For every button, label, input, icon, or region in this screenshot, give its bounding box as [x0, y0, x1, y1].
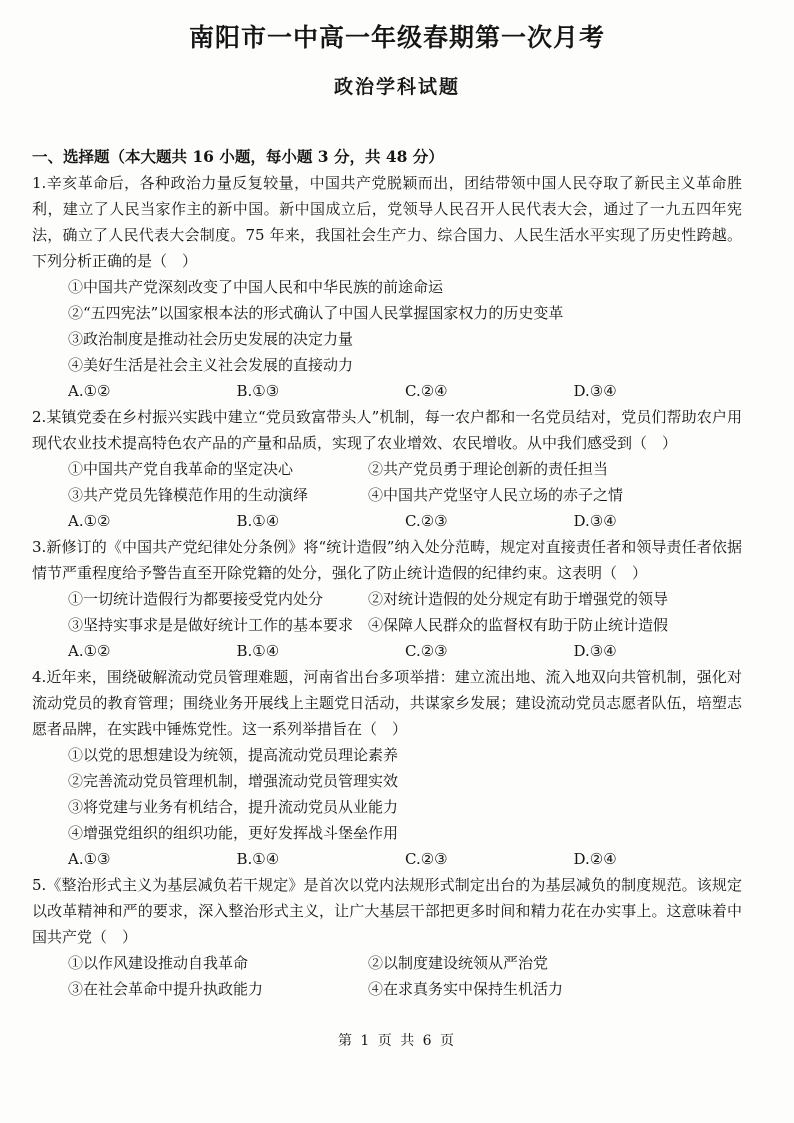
answer-c: C.②③: [405, 512, 448, 530]
option-4: ④增强党组织的组织功能，更好发挥战斗堡垒作用: [68, 824, 399, 842]
question-stem: 5.《整治形式主义为基层减负若干规定》是首次以党内法规形式制定出台的为基层减负的制度规范。该规定以改革精神和严的要求，深入整治形式主义，让广大基层干部把更多时间和精力花在办实事上。这意味着中国共产党（ ）: [32, 876, 742, 946]
option-row: [32, 950, 742, 976]
option-row: [32, 482, 742, 508]
answer-choices: [32, 378, 742, 404]
answer-c: C.②③: [405, 642, 448, 660]
exam-subtitle: 政治学科试题: [333, 76, 460, 98]
question-stem: 3.新修订的《中国共产党纪律处分条例》将“统计造假”纳入处分范畴，规定对直接责任者和领导责任者依据情节严重程度给予警告直至开除党籍的处分，强化了防止统计造假的纪律约束。这表明（ ）: [32, 538, 742, 582]
option-4: ④在求真务实中保持生机活力: [368, 980, 564, 998]
option-row: [32, 976, 742, 1002]
question-1: [32, 170, 742, 404]
question-2: [32, 404, 742, 534]
answer-b: B.①④: [236, 512, 280, 530]
answer-c: C.②③: [405, 850, 448, 868]
exam-title: 南阳市一中高一年级春期第一次月考: [188, 23, 605, 52]
question-3: [32, 534, 742, 664]
answer-a: A.①②: [68, 512, 111, 530]
option-4: ④中国共产党坚守人民立场的赤子之情: [368, 486, 624, 504]
answer-d: D.③④: [573, 642, 617, 660]
option-1: ①以作风建设推动自我革命: [68, 954, 249, 972]
option-row: [32, 586, 742, 612]
option-1: ①中国共产党自我革命的坚定决心: [68, 460, 294, 478]
answer-choices: [32, 508, 742, 534]
option-1: ①以党的思想建设为统领，提高流动党员理论素养: [68, 746, 399, 764]
section-heading: 一、选择题（本大题共 16 小题，每小题 3 分，共 48 分）: [32, 147, 444, 166]
answer-b: B.①④: [236, 850, 280, 868]
answer-d: D.②④: [573, 850, 617, 868]
question-4: [32, 664, 742, 872]
answer-choices: [32, 638, 742, 664]
option-2: ②以制度建设统领从严治党: [368, 954, 549, 972]
option-3: ③共产党员先锋模范作用的生动演绎: [68, 486, 309, 504]
option-1: ①中国共产党深刻改变了中国人民和中华民族的前途命运: [68, 278, 444, 296]
answer-d: D.③④: [573, 512, 617, 530]
option-2: ②共产党员勇于理论创新的责任担当: [368, 460, 609, 478]
option-row: [32, 612, 742, 638]
answer-b: B.①④: [236, 642, 280, 660]
option-3: ③坚持实事求是是做好统计工作的基本要求: [68, 616, 354, 634]
question-stem: 2.某镇党委在乡村振兴实践中建立“党员致富带头人”机制，每一农户都和一名党员结对，党员们帮助农户用现代农业技术提高特色农产品的产量和品质，实现了农业增效、农民增收。从中我们感受到（ ）: [32, 408, 742, 452]
question-stem: 1.辛亥革命后，各种政治力量反复较量，中国共产党脱颖而出，团结带领中国人民夺取了新民主义革命胜利，建立了人民当家作主的新中国。新中国成立后，党领导人民召开人民代表大会，通过了一九五四年宪法，确立了人民代表大会制度。75 年来，我国社会生产力、综合国力、人民生活水平实现了历史性跨越。下列分析正确的是（ ）: [32, 174, 742, 270]
option-2: ②完善流动党员管理机制，增强流动党员管理实效: [68, 772, 399, 790]
question-5: [32, 872, 742, 1002]
answer-a: A.①③: [68, 850, 111, 868]
option-3: ③在社会革命中提升执政能力: [68, 980, 264, 998]
option-3: ③将党建与业务有机结合，提升流动党员从业能力: [68, 798, 399, 816]
page-number: 第 1 页 共 6 页: [337, 1033, 457, 1049]
option-1: ①一切统计造假行为都要接受党内处分: [68, 590, 324, 608]
answer-c: C.②④: [405, 382, 448, 400]
answer-b: B.①③: [236, 382, 280, 400]
option-2: ②“五四宪法”以国家根本法的形式确认了中国人民掌握国家权力的历史变革: [68, 304, 564, 322]
option-4: ④保障人民群众的监督权有助于防止统计造假: [368, 616, 669, 634]
option-2: ②对统计造假的处分规定有助于增强党的领导: [368, 590, 669, 608]
question-stem: 4.近年来，围绕破解流动党员管理难题，河南省出台多项举措：建立流出地、流入地双向共管机制，强化对流动党员的教育管理；围绕业务开展线上主题党日活动，共谋家乡发展；建设流动党员志愿者队伍，培塑志愿者品牌，在实践中锤炼党性。这一系列举措旨在（ ）: [32, 668, 742, 738]
answer-a: A.①②: [68, 382, 111, 400]
answer-choices: [32, 846, 742, 872]
answer-a: A.①②: [68, 642, 111, 660]
exam-content: [32, 144, 742, 1002]
option-3: ③政治制度是推动社会历史发展的决定力量: [68, 330, 354, 348]
option-row: [32, 456, 742, 482]
answer-d: D.③④: [573, 382, 617, 400]
option-4: ④美好生活是社会主义社会发展的直接动力: [68, 356, 354, 374]
